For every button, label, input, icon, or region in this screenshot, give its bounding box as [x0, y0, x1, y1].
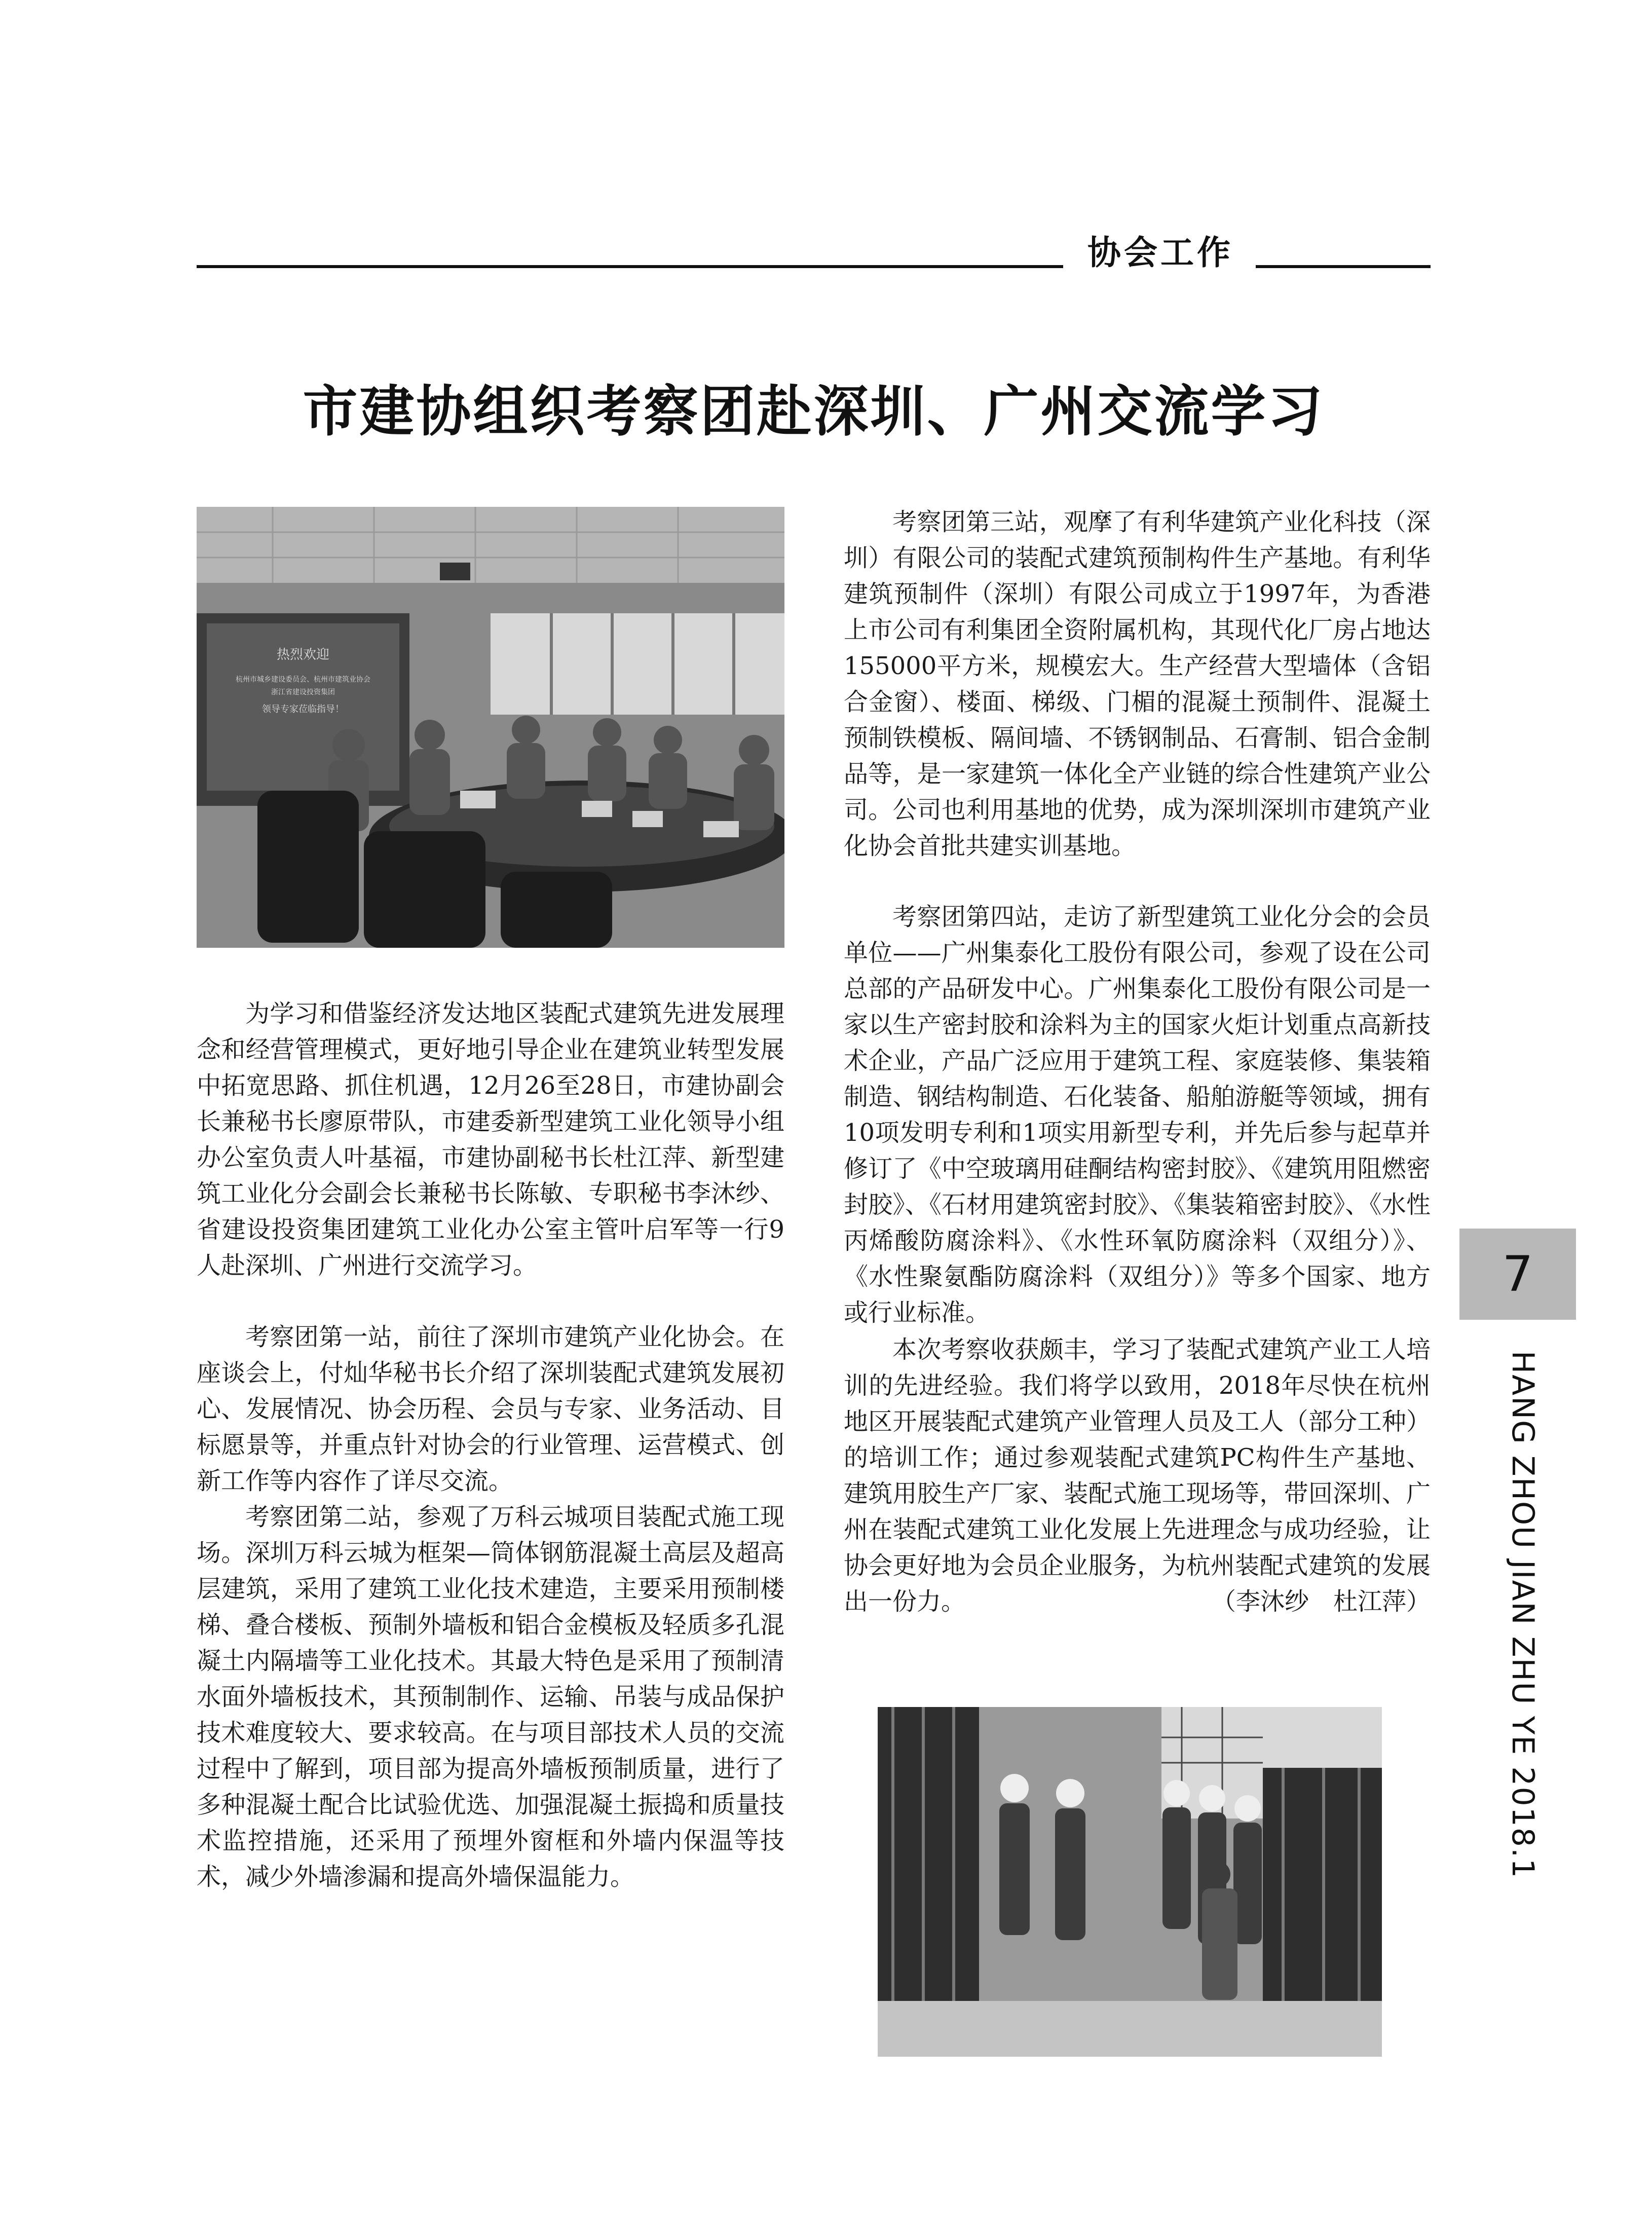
paragraph-intro: 为学习和借鉴经济发达地区装配式建筑先进发展理念和经营管理模式，更好地引导企业在建筑业转型发展中拓宽思路、抓住机遇，12月26至28日，市建协副会长兼秘书长廖原带队，市建委新型建筑工业化领导小组办公室负责人叶基福，市建协副秘书长杜江萍、新型建筑工业化分会副会长兼秘书长陈敏、专职秘书李沐纱、省建设投资集团建筑工业化办公室主管叶启军等一行9人赴深圳、广州进行交流学习。: [197, 999, 784, 1280]
site-visit-photo: [878, 1707, 1382, 2057]
journal-running-title: HANG ZHOU JIAN ZHU YE 2018.1: [1505, 1351, 1541, 1879]
meeting-photo: [197, 507, 784, 948]
paragraph-summary: [844, 1332, 1431, 1620]
screen-text-2: 杭州市城乡建设委员会、杭州市建筑业协会: [236, 676, 370, 684]
section-label: 协会工作: [1087, 233, 1233, 272]
screen-text-3: 浙江省建设投资集团: [271, 688, 335, 696]
paragraph-stop-2: 考察团第二站，参观了万科云城项目装配式施工现场。深圳万科云城为框架—筒体钢筋混凝土高层及超高层建筑，采用了建筑工业化技术建造，主要采用预制楼梯、叠合楼板、预制外墙板和铝合金模板及轻质多孔混凝土内隔墙等工业化技术。其最大特色是采用了预制清水面外墙板技术，其预制制作、运输、吊装与成品保护技术难度较大、要求较高。在与项目部技术人员的交流过程中了解到，项目部为提高外墙板预制质量，进行了多种混凝土配合比试验优选、加强混凝土振捣和质量技术监控措施，还采用了预埋外窗框和外墙内保温等技术，减少外墙渗漏和提高外墙保温能力。: [197, 1503, 784, 1891]
page-number: 7: [1459, 1229, 1576, 1320]
byline: （李沐纱 杜江萍）: [1211, 1587, 1431, 1616]
paragraph-stop-1: 考察团第一站，前往了深圳市建筑产业化协会。在座谈会上，付灿华秘书长介绍了深圳装配式建筑发展初心、发展情况、协会历程、会员与专家、业务活动、目标愿景等，并重点针对协会的行业管理、运营模式、创新工作等内容作了详尽交流。: [197, 1323, 784, 1495]
header-rule-left: [197, 265, 1063, 268]
summary-text: 本次考察收获颇丰，学习了装配式建筑产业工人培训的先进经验。我们将学以致用，2018年尽快在杭州地区开展装配式建筑产业管理人员及工人（部分工种）的培训工作；通过参观装配式建筑PC构件生产基地、建筑用胶生产厂家、装配式施工现场等，带回深圳、广州在装配式建筑工业化发展上先进理念与成功经验，让协会更好地为会员企业服务，为杭州装配式建筑的发展出一份力。: [844, 1335, 1431, 1616]
screen-text-1: 热烈欢迎: [276, 647, 330, 662]
header-rule-right: [1256, 265, 1431, 268]
article-title: 市建协组织考察团赴深圳、广州交流学习: [303, 380, 1325, 443]
paragraph-stop-4: 考察团第四站，走访了新型建筑工业化分会的会员单位——广州集泰化工股份有限公司，参观了设在公司总部的产品研发中心。广州集泰化工股份有限公司是一家以生产密封胶和涂料为主的国家火炬计划重点高新技术企业，产品广泛应用于建筑工程、家庭装修、集装箱制造、钢结构制造、石化装备、船舶游艇等领域，拥有10项发明专利和1项实用新型专利，并先后参与起草并修订了《中空玻璃用硅酮结构密封胶》、《建筑用阻燃密封胶》、《石材用建筑密封胶》、《集装箱密封胶》、《水性丙烯酸防腐涂料》、《水性环氧防腐涂料（双组分）》、《水性聚氨酯防腐涂料（双组分）》等多个国家、地方或行业标准。: [844, 903, 1431, 1327]
paragraph-stop-3: 考察团第三站，观摩了有利华建筑产业化科技（深圳）有限公司的装配式建筑预制构件生产基地。有利华建筑预制件（深圳）有限公司成立于1997年，为香港上市公司有利集团全资附属机构，其现代化厂房占地达155000平方米，规模宏大。生产经营大型墙体（含铝合金窗）、楼面、梯级、门楣的混凝土预制件、混凝土预制铁模板、隔间墙、不锈钢制品、石膏制、铝合金制品等，是一家建筑一体化全产业链的综合性建筑产业公司。公司也利用基地的优势，成为深圳深圳市建筑产业化协会首批共建实训基地。: [844, 508, 1431, 860]
screen-text-4: 领导专家莅临指导！: [262, 704, 344, 715]
